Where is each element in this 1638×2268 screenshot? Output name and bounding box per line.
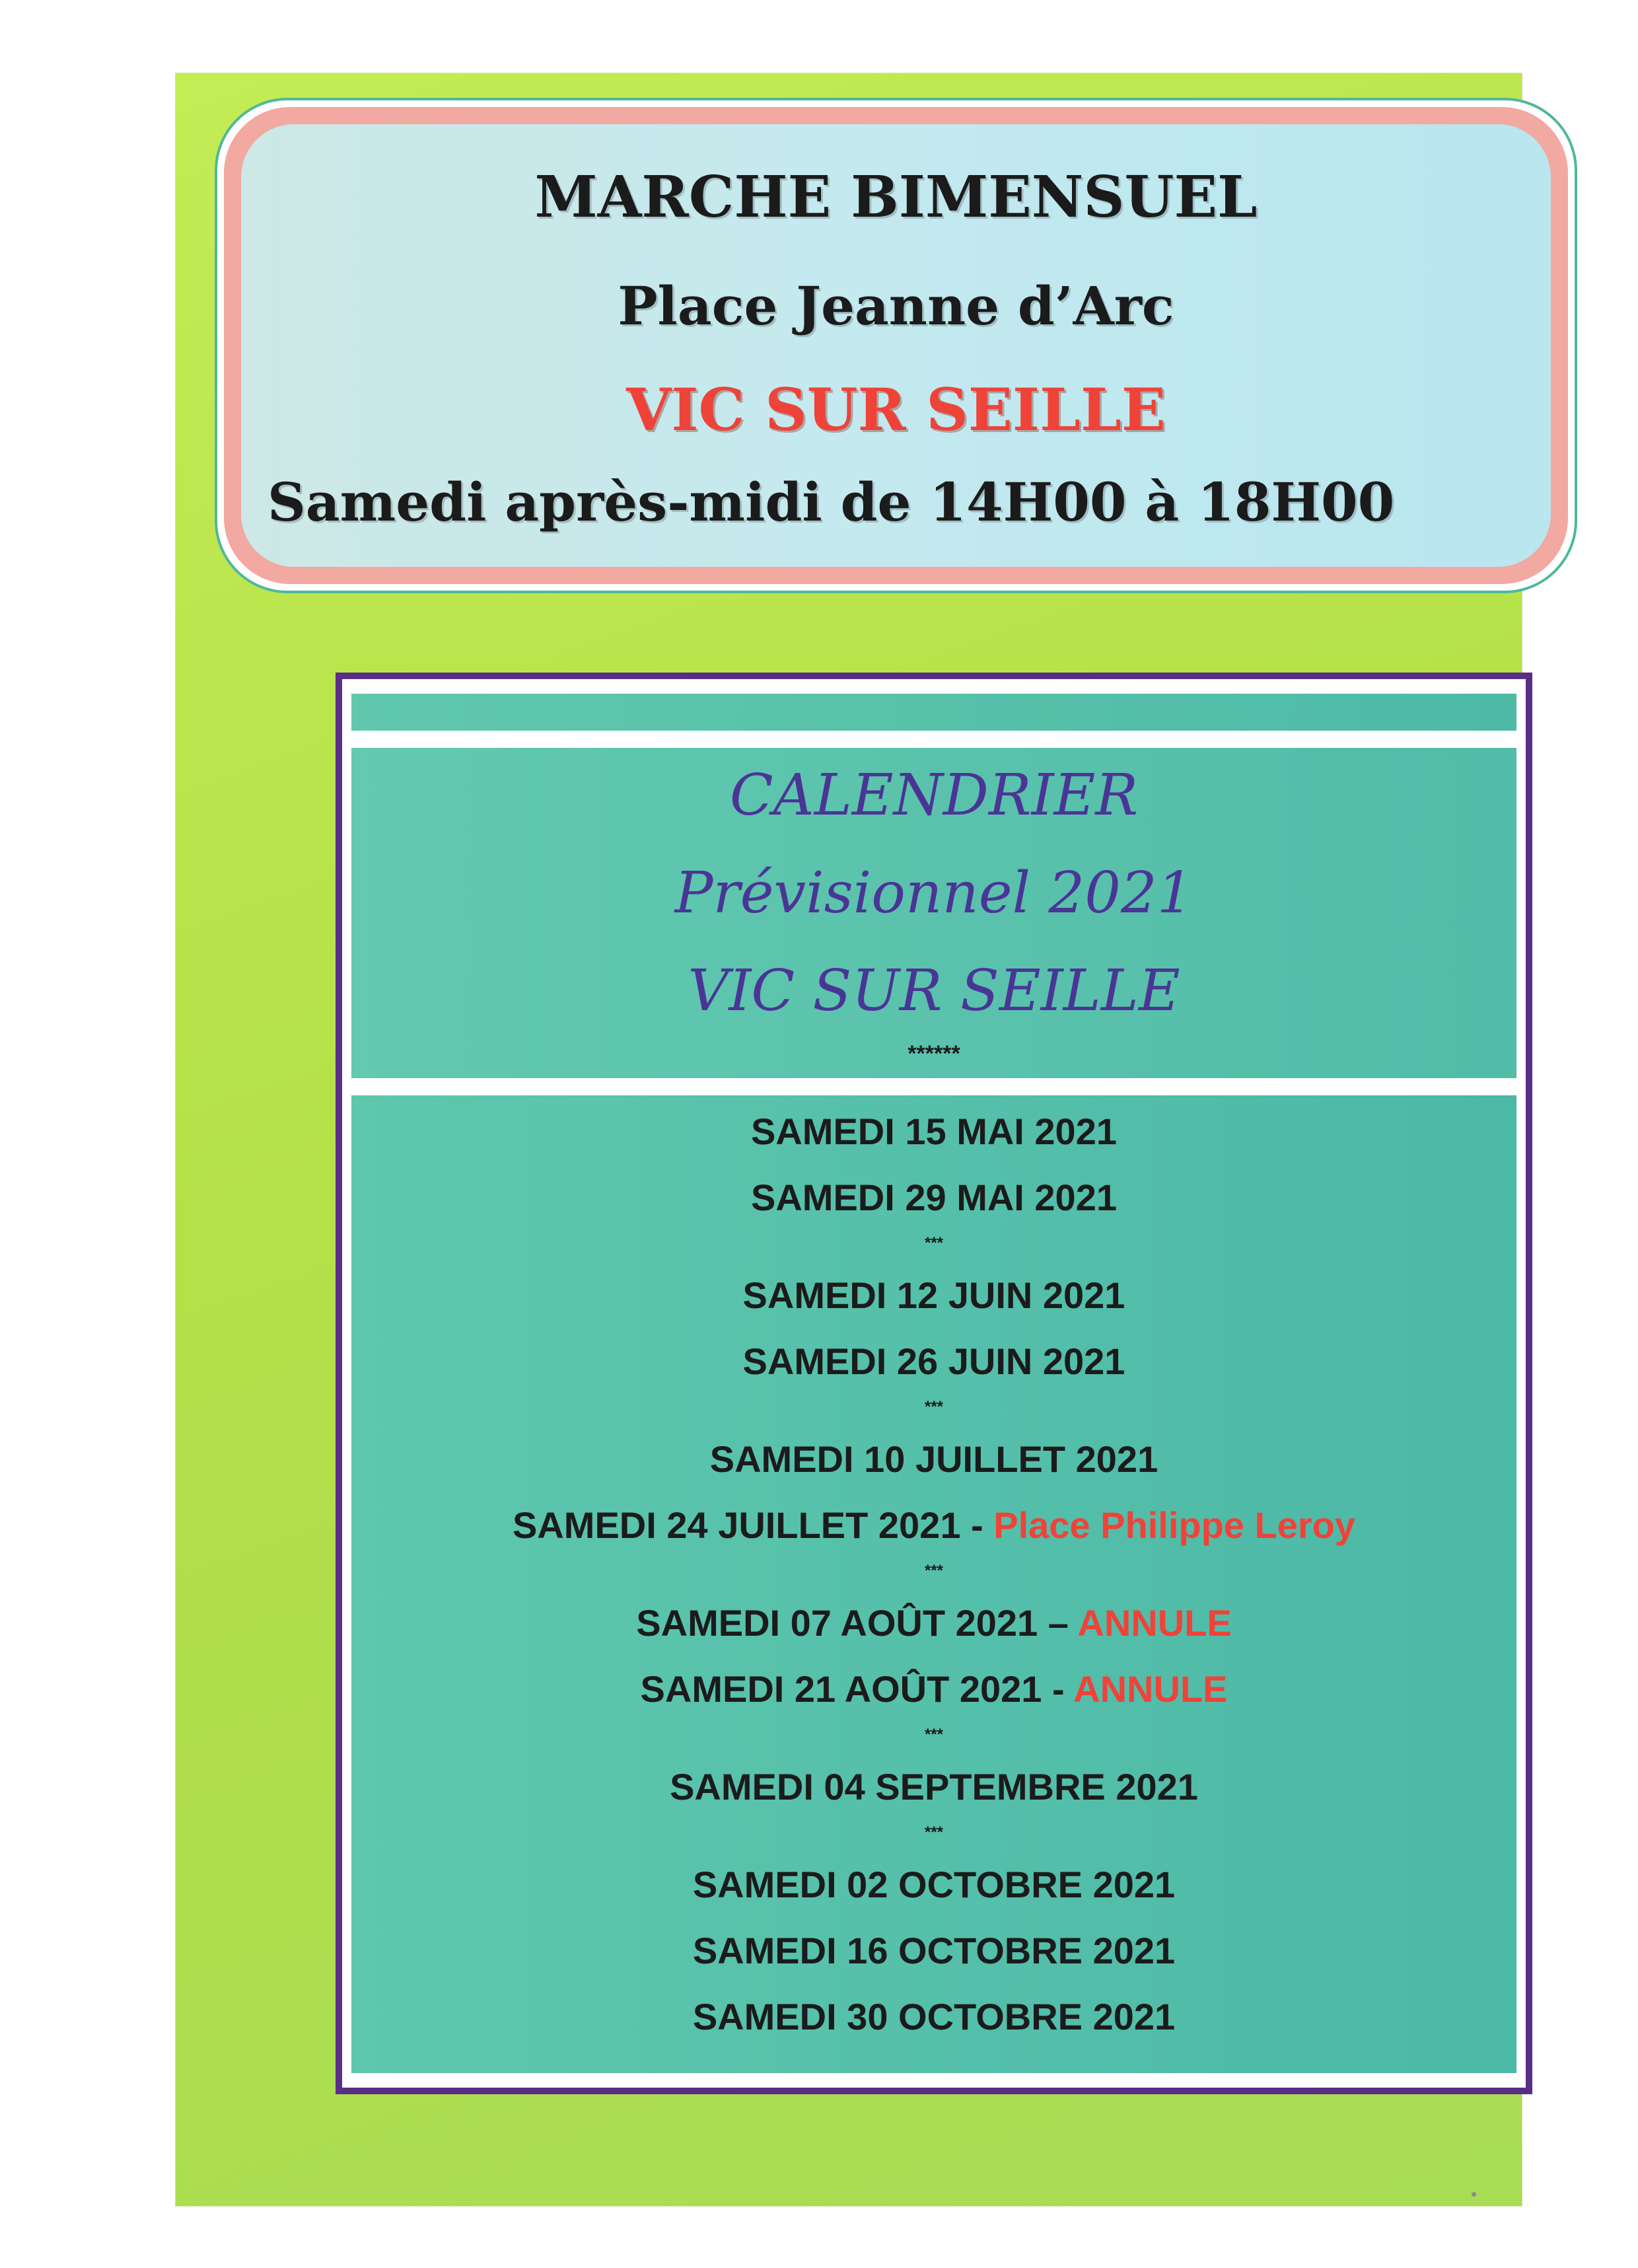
- date-line: SAMEDI 24 JUILLET 2021 - Place Philippe Leroy: [513, 1504, 1355, 1546]
- date-line: SAMEDI 15 MAI 2021: [751, 1111, 1117, 1152]
- date-separator: ***: [924, 1726, 944, 1743]
- calendar-heading-title: CALENDRIER: [729, 762, 1139, 828]
- date-line: SAMEDI 07 AOÛT 2021 – ANNULE: [636, 1602, 1232, 1644]
- calendar-heading-box: [351, 748, 1516, 1078]
- date-separator: ***: [924, 1823, 944, 1841]
- scan-speck: [1472, 2192, 1476, 2197]
- calendar-dates-box: [351, 1095, 1516, 2073]
- date-line: SAMEDI 04 SEPTEMBRE 2021: [670, 1766, 1198, 1808]
- date-separator: ***: [924, 1398, 944, 1416]
- heading-stars: ******: [908, 1041, 960, 1066]
- date-line: SAMEDI 26 JUIN 2021: [742, 1340, 1125, 1382]
- cancelled-note: ANNULE: [1077, 1602, 1232, 1644]
- location-note: Place Philippe Leroy: [993, 1504, 1355, 1546]
- calendar-heading-subtitle: Prévisionnel 2021: [674, 860, 1193, 926]
- date-separator: ***: [924, 1234, 944, 1252]
- date-line: SAMEDI 21 AOÛT 2021 - ANNULE: [640, 1668, 1228, 1710]
- date-line: SAMEDI 30 OCTOBRE 2021: [692, 1996, 1176, 2037]
- header-pink-border: [224, 107, 1568, 584]
- market-place: Place Jeanne d’Arc: [618, 275, 1174, 337]
- date-line: SAMEDI 16 OCTOBRE 2021: [692, 1930, 1176, 1971]
- date-line: SAMEDI 02 OCTOBRE 2021: [692, 1864, 1176, 1905]
- market-hours: Samedi après-midi de 14H00 à 18H00: [267, 471, 1395, 533]
- calendar-panel: [336, 673, 1532, 2094]
- header-panel: [215, 98, 1577, 593]
- market-title: MARCHE BIMENSUEL: [534, 164, 1258, 231]
- date-separator: ***: [924, 1562, 944, 1580]
- market-town: VIC SUR SEILLE: [626, 375, 1166, 444]
- calendar-top-band: [351, 694, 1516, 731]
- header-content: [241, 124, 1551, 567]
- date-line: SAMEDI 10 JUILLET 2021: [709, 1438, 1158, 1480]
- cancelled-note: ANNULE: [1073, 1668, 1228, 1710]
- calendar-heading-town: VIC SUR SEILLE: [688, 958, 1180, 1024]
- date-line: SAMEDI 29 MAI 2021: [751, 1177, 1117, 1218]
- date-line: SAMEDI 12 JUIN 2021: [742, 1274, 1125, 1316]
